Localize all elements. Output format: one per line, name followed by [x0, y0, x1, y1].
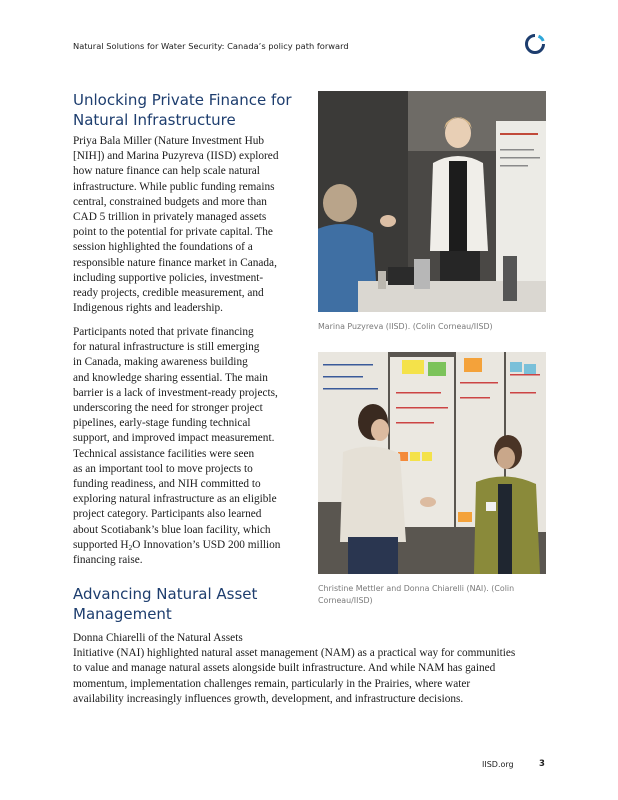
text-line: as an important tool to move projects to	[73, 462, 253, 475]
text-line: availability increasingly influences growth, development, and infrastructure decisions.	[73, 692, 464, 705]
text-fragment: supported H	[73, 538, 129, 551]
text-line: financing raise.	[73, 554, 143, 567]
iisd-logo-icon	[524, 33, 546, 55]
text-line: Initiative (NAI) highlighted natural asset management (NAM) as a practical way for communities	[73, 647, 516, 660]
text-line: responsible nature finance market in Canada,	[73, 256, 277, 269]
text-fragment: O Innovation’s USD 200 million	[132, 538, 281, 551]
text-line: how nature finance can help scale natural	[73, 165, 260, 178]
caption-line: Christine Mettler and Donna Chiarelli (NAI). (Colin	[318, 584, 515, 593]
text-line: Technical assistance facilities were seen	[73, 447, 255, 460]
text-line: point to the potential for private capital. The	[73, 226, 273, 239]
text-line: Participants noted that private financing	[73, 326, 254, 338]
text-line: infrastructure. While public funding remains	[73, 180, 275, 193]
text-line: including supportive policies, investment-	[73, 271, 264, 284]
text-line: and knowledge sharing essential. The main	[73, 371, 268, 384]
running-header: Natural Solutions for Water Security: Canada’s policy path forward	[73, 41, 349, 51]
photo-caption-1	[318, 321, 546, 333]
photo-caption-2	[318, 583, 546, 606]
paragraph-private-finance-barriers	[73, 325, 313, 568]
text-line: Indigenous rights and leadership.	[73, 302, 223, 315]
caption-line: Marina Puzyreva (IISD). (Colin Corneau/IISD)	[318, 322, 493, 331]
text-line: central, constrained budgets and more than	[73, 195, 267, 208]
text-line: session highlighted the foundations of a	[73, 241, 253, 254]
section-heading-natural-asset-management	[73, 584, 308, 624]
text-line: funding readiness, and NIH committed to	[73, 478, 261, 491]
section-heading-private-finance	[73, 90, 308, 130]
heading-line: Management	[73, 605, 172, 623]
footer-site-link[interactable]: IISD.org	[482, 760, 514, 769]
text-line: underscoring the need for stronger project	[73, 402, 263, 415]
paragraph-natural-asset-management	[73, 631, 553, 707]
text-line: pipelines, early-stage funding technical	[73, 417, 251, 430]
page-number: 3	[539, 759, 545, 769]
text-line: project category. Participants also learned	[73, 508, 262, 521]
photo-mettler-chiarelli	[318, 352, 546, 574]
text-line: for natural infrastructure is still emerging	[73, 341, 260, 354]
heading-line: Unlocking Private Finance for	[73, 91, 292, 109]
paragraph-private-finance-intro	[73, 134, 313, 316]
text-line: to value and manage natural assets alongside built infrastructure. And while NAM has gained	[73, 662, 496, 675]
heading-line: Natural Infrastructure	[73, 111, 236, 129]
photo-marina-puzyreva	[318, 91, 546, 312]
text-line: about Scotiabank’s blue loan facility, which	[73, 523, 271, 536]
text-line: ready projects, credible measurement, and	[73, 287, 264, 300]
text-line: Priya Bala Miller (Nature Investment Hub	[73, 135, 265, 147]
text-line: support, and improved impact measurement.	[73, 432, 275, 445]
text-line: in Canada, making awareness building	[73, 356, 248, 369]
caption-line: Corneau/IISD)	[318, 595, 373, 605]
heading-line: Advancing Natural Asset	[73, 585, 258, 603]
text-line: momentum, implementation challenges remain, particularly in the Prairies, where water	[73, 677, 471, 690]
text-line: [NIH]) and Marina Puzyreva (IISD) explored	[73, 150, 279, 163]
text-line: CAD 5 trillion in privately managed assets	[73, 211, 267, 224]
subscript-2: 2	[128, 542, 133, 552]
text-line: barrier is a lack of investment-ready projects,	[73, 386, 278, 399]
text-line: Donna Chiarelli of the Natural Assets	[73, 632, 243, 644]
text-line-h2o	[73, 538, 313, 553]
text-line: exploring natural infrastructure as an eligible	[73, 493, 277, 506]
